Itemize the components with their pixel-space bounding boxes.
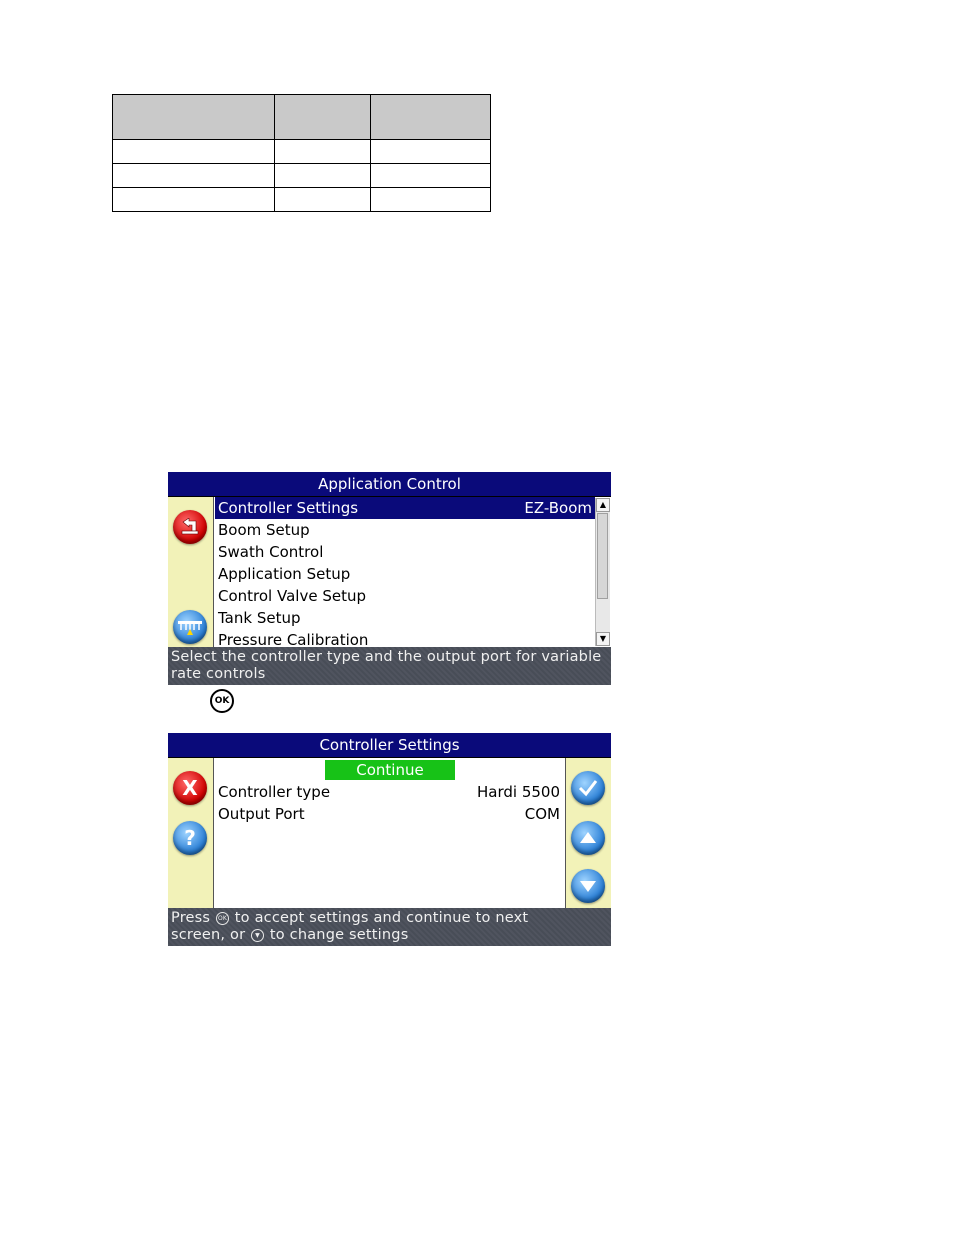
footer-line-2 — [171, 927, 608, 944]
scroll-up-icon[interactable]: ▲ — [596, 498, 610, 512]
setting-row-output-port[interactable] — [218, 803, 560, 825]
up-arrow-icon — [578, 830, 598, 846]
table-cell — [275, 164, 371, 188]
screen-title: Controller Settings — [168, 733, 611, 758]
scroll-down-icon[interactable]: ▼ — [596, 632, 610, 646]
list-item-label: Boom Setup — [218, 521, 310, 539]
list-item-label: Controller Settings — [218, 499, 359, 517]
checkmark-icon — [578, 779, 598, 797]
list-item-tank-setup[interactable] — [215, 607, 595, 629]
menu-list — [215, 497, 595, 647]
list-item-label: Control Valve Setup — [218, 587, 366, 605]
boom-button[interactable] — [173, 610, 207, 644]
down-arrow-icon: ▼ — [251, 929, 264, 942]
list-item-control-valve-setup[interactable] — [215, 585, 595, 607]
setting-label: Output Port — [218, 805, 305, 823]
list-scrollbar[interactable] — [595, 498, 610, 646]
boom-icon — [177, 618, 203, 636]
setting-value: COM — [524, 805, 560, 823]
down-button[interactable] — [571, 869, 605, 903]
down-arrow-icon — [578, 878, 598, 894]
screen-body — [168, 497, 611, 647]
help-icon: ? — [184, 826, 196, 850]
table-cell — [113, 95, 275, 140]
table-header-row — [113, 95, 491, 140]
table-cell — [371, 188, 491, 212]
cancel-button[interactable] — [173, 771, 207, 805]
list-item-label: Pressure Calibration — [218, 631, 369, 647]
footer-text: to change settings — [269, 927, 409, 943]
setting-value: Hardi 5500 — [476, 783, 560, 801]
list-item-application-setup[interactable] — [215, 563, 595, 585]
setting-label: Controller type — [218, 783, 331, 801]
list-item-label: Swath Control — [218, 543, 324, 561]
list-item-boom-setup[interactable] — [215, 519, 595, 541]
screen-footer — [168, 908, 611, 946]
screen-footer: Select the controller type and the output port for variable rate controls — [168, 647, 611, 685]
scroll-thumb[interactable] — [597, 513, 608, 599]
left-sidebar — [168, 758, 214, 908]
left-sidebar — [168, 497, 214, 647]
table-cell — [275, 140, 371, 164]
ok-icon: OK — [210, 689, 234, 713]
up-button[interactable] — [571, 821, 605, 855]
footer-text: screen, or — [171, 927, 246, 943]
table-cell — [371, 164, 491, 188]
table-row — [113, 140, 491, 164]
list-item-controller-settings[interactable] — [215, 497, 595, 519]
accept-button[interactable] — [571, 771, 605, 805]
list-item-value: EZ-Boom — [524, 499, 592, 517]
setting-row-controller-type[interactable] — [218, 781, 560, 803]
list-item-pressure-calibration[interactable] — [215, 629, 595, 647]
table-row — [113, 188, 491, 212]
footer-text: to accept settings and continue to next — [234, 910, 529, 926]
empty-table — [112, 94, 491, 212]
application-control-screen — [168, 472, 611, 685]
table-cell — [371, 140, 491, 164]
help-button[interactable] — [173, 821, 207, 855]
screen-body — [168, 758, 611, 908]
table-cell — [113, 164, 275, 188]
continue-button[interactable]: Continue — [325, 760, 455, 780]
table-row — [113, 164, 491, 188]
close-icon: X — [182, 776, 198, 800]
table-cell — [113, 188, 275, 212]
table-cell — [371, 95, 491, 140]
list-item-swath-control[interactable] — [215, 541, 595, 563]
footer-line-1 — [171, 910, 608, 927]
ok-icon: OK — [216, 912, 229, 925]
table-cell — [275, 95, 371, 140]
list-item-label: Application Setup — [218, 565, 351, 583]
controller-settings-screen — [168, 733, 611, 946]
footer-text: Press — [171, 910, 211, 926]
screen-title: Application Control — [168, 472, 611, 497]
list-item-label: Tank Setup — [218, 609, 301, 627]
right-sidebar — [565, 758, 611, 908]
table-cell — [275, 188, 371, 212]
table-cell — [113, 140, 275, 164]
back-arrow-icon — [179, 518, 201, 536]
back-button[interactable] — [173, 510, 207, 544]
ok-key — [210, 689, 234, 713]
